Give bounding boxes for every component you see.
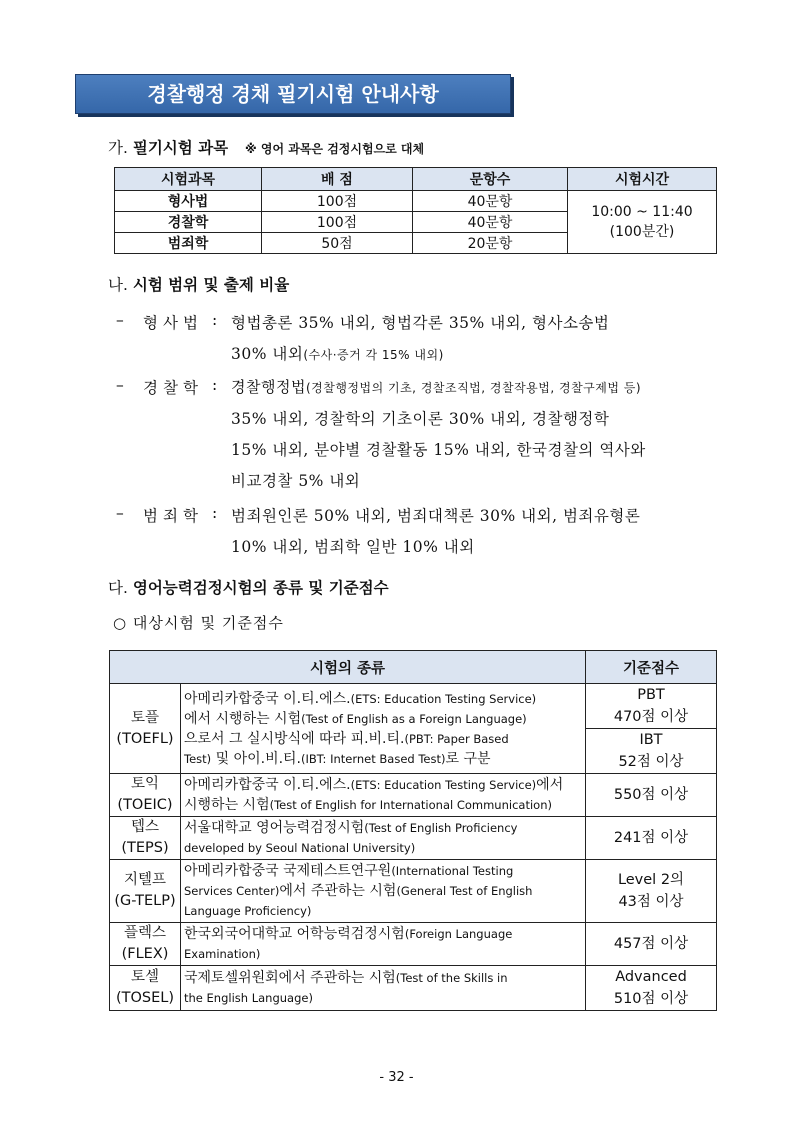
test-name-cell	[110, 817, 181, 860]
scope-line: 35% 내외, 경찰학의 기초이론 30% 내외, 경찰행정학	[231, 410, 610, 428]
score-value: 510점 이상	[613, 991, 689, 1007]
score-value: 52점 이상	[618, 754, 684, 770]
header-count: 문항수	[413, 168, 568, 191]
desc-en: (IBT: Internet Based Test)	[301, 751, 446, 766]
section-a-note: ※ 영어 과목은 검정시험으로 대체	[245, 142, 425, 156]
time-range: 10:00 ~ 11:40	[591, 204, 693, 220]
desc-en: (Test of English for International Communication)	[269, 798, 552, 812]
test-name: 토익	[130, 776, 159, 792]
test-name-cell	[110, 923, 181, 966]
scope-colon: :	[212, 376, 218, 394]
subject-cell: 범죄학	[115, 233, 262, 254]
table-row	[110, 774, 717, 817]
scope-subject: 경찰학	[143, 379, 203, 397]
score-type: Level 2의	[617, 872, 685, 888]
score-cell: 550점 이상	[586, 774, 717, 817]
subject-table	[114, 167, 717, 254]
score-cell	[586, 966, 717, 1011]
count-cell: 20문항	[413, 233, 568, 254]
desc-text: 으로서 그 실시방식에 따라 피.비.티.	[184, 730, 405, 747]
scope-text: 30% 내외	[231, 345, 304, 363]
scope-line: 15% 내외, 분야별 경찰활동 15% 내외, 한국경찰의 역사와	[231, 441, 646, 459]
test-name-en: (TOSEL)	[115, 990, 175, 1006]
subject-cell: 형사법	[115, 191, 262, 212]
header-min-score: 기준점수	[586, 651, 717, 684]
table-row	[110, 860, 717, 923]
desc-text: 로 구분	[445, 750, 491, 767]
count-cell: 40문항	[413, 191, 568, 212]
scope-dash: –	[116, 311, 125, 329]
desc-en: developed by Seoul National University)	[184, 841, 416, 855]
desc-text: 아메리카합중국 국제테스트연구원	[184, 863, 392, 879]
section-a-heading	[108, 136, 424, 158]
desc-en: (PBT: Paper Based	[404, 731, 509, 746]
desc-en: (Test of the Skills in	[395, 971, 508, 985]
desc-en: Test)	[184, 751, 212, 766]
desc-en: Language Proficiency)	[184, 904, 312, 918]
test-name-en: (TOEIC)	[117, 797, 173, 813]
desc-text: 에서	[536, 777, 564, 793]
desc-text: 아메리카합중국 이.티.에스.	[184, 690, 351, 707]
section-c-label: 영어능력검정시험의 종류 및 기준점수	[132, 579, 389, 597]
section-c-subheading: ○ 대상시험 및 기준점수	[113, 614, 284, 632]
test-description	[181, 684, 586, 774]
desc-en: (ETS: Education Testing Service)	[350, 691, 537, 706]
score-cell: 100점	[262, 191, 413, 212]
header-subject: 시험과목	[115, 168, 262, 191]
section-b-label: 시험 범위 및 출제 비율	[132, 276, 290, 294]
test-description	[181, 817, 586, 860]
section-b-heading	[108, 273, 289, 295]
time-duration: (100분간)	[609, 224, 675, 240]
score-value: 470점 이상	[613, 709, 689, 725]
score-cell: 100점	[262, 212, 413, 233]
desc-text: 에서 주관하는 시험	[279, 883, 397, 899]
time-cell	[568, 191, 717, 254]
scope-line: 비교경찰 5% 내외	[231, 472, 361, 490]
desc-text: 한국외국어대학교 어학능력검정시험	[184, 926, 405, 942]
test-name: 텝스	[130, 819, 159, 835]
scope-note: (수사·증거 각 15% 내외)	[303, 348, 444, 362]
desc-en: (Foreign Language	[404, 927, 513, 941]
score-type: Advanced	[615, 969, 687, 985]
score-cell: 241점 이상	[586, 817, 717, 860]
header-time: 시험시간	[568, 168, 717, 191]
desc-text: 및 아이.비.티.	[211, 750, 302, 767]
desc-text: 에서 시행하는 시험	[184, 710, 302, 727]
test-name: 지텔프	[123, 872, 167, 888]
scope-subject: 형사법	[143, 314, 203, 332]
subject-cell: 경찰학	[115, 212, 262, 233]
table-row	[115, 191, 717, 212]
desc-en: Services Center)	[184, 884, 280, 898]
test-name-en: (G-TELP)	[114, 893, 176, 909]
desc-text: 서울대학교 영어능력검정시험	[184, 820, 365, 836]
header-score: 배 점	[262, 168, 413, 191]
scope-line: 형법총론 35% 내외, 형법각론 35% 내외, 형사소송법	[231, 314, 610, 332]
scope-colon: :	[212, 504, 218, 522]
test-name-cell	[110, 684, 181, 774]
scope-colon: :	[212, 311, 218, 329]
section-a-label: 필기시험 과목	[132, 139, 229, 157]
test-name-cell	[110, 860, 181, 923]
english-test-table	[109, 650, 717, 1011]
test-name-cell	[110, 774, 181, 817]
table-row	[110, 923, 717, 966]
table-row	[110, 966, 717, 1011]
desc-text: 아메리카합중국 이.티.에스.	[184, 777, 351, 793]
score-type: IBT	[639, 732, 663, 748]
scope-subject: 범죄학	[143, 507, 203, 525]
desc-en: Examination)	[184, 947, 261, 961]
score-cell: 457점 이상	[586, 923, 717, 966]
test-description	[181, 923, 586, 966]
score-type: PBT	[637, 687, 665, 703]
scope-dash: –	[116, 504, 125, 522]
test-name: 토셀	[130, 969, 159, 985]
score-cell: 50점	[262, 233, 413, 254]
table-row	[110, 684, 717, 729]
page-number: - 32 -	[379, 1070, 414, 1085]
header-test-type: 시험의 종류	[110, 651, 586, 684]
table-row	[110, 817, 717, 860]
score-value: 43점 이상	[618, 894, 684, 910]
section-c-prefix: 다.	[108, 579, 128, 597]
test-name-en: (TEPS)	[121, 840, 169, 856]
scope-line	[231, 342, 444, 364]
test-name-en: (FLEX)	[121, 946, 169, 962]
test-name-cell	[110, 966, 181, 1011]
desc-en: (Test of English Proficiency	[364, 821, 518, 835]
desc-en: (ETS: Education Testing Service)	[350, 778, 537, 792]
score-cell	[586, 729, 717, 774]
desc-en: (International Testing	[391, 864, 514, 878]
scope-line: 범죄원인론 50% 내외, 범죄대책론 30% 내외, 범죄유형론	[231, 507, 641, 525]
section-c-heading	[108, 576, 389, 598]
desc-en: (General Test of English	[396, 884, 533, 898]
score-cell	[586, 684, 717, 729]
desc-text: 국제토셀위원회에서 주관하는 시험	[184, 970, 396, 986]
test-description	[181, 966, 586, 1011]
test-description	[181, 860, 586, 923]
test-description	[181, 774, 586, 817]
desc-en: the English Language)	[184, 991, 313, 1005]
section-a-prefix: 가.	[108, 139, 128, 157]
count-cell: 40문항	[413, 212, 568, 233]
test-name: 플렉스	[123, 925, 167, 941]
scope-dash: –	[116, 376, 125, 394]
section-b-prefix: 나.	[108, 276, 128, 294]
test-name-en: (TOEFL)	[116, 730, 174, 747]
scope-line	[231, 376, 641, 397]
scope-note: (경찰행정법의 기초, 경찰조직법, 경찰작용법, 경찰구제법 등)	[305, 381, 642, 395]
desc-en: (Test of English as a Foreign Language)	[301, 711, 527, 726]
score-cell	[586, 860, 717, 923]
test-name: 토플	[130, 709, 159, 726]
desc-text: 시행하는 시험	[184, 797, 270, 813]
scope-line: 10% 내외, 범죄학 일반 10% 내외	[231, 538, 475, 556]
page-title: 경찰행정 경채 필기시험 안내사항	[75, 74, 511, 114]
scope-text: 경찰행정법	[231, 378, 306, 396]
